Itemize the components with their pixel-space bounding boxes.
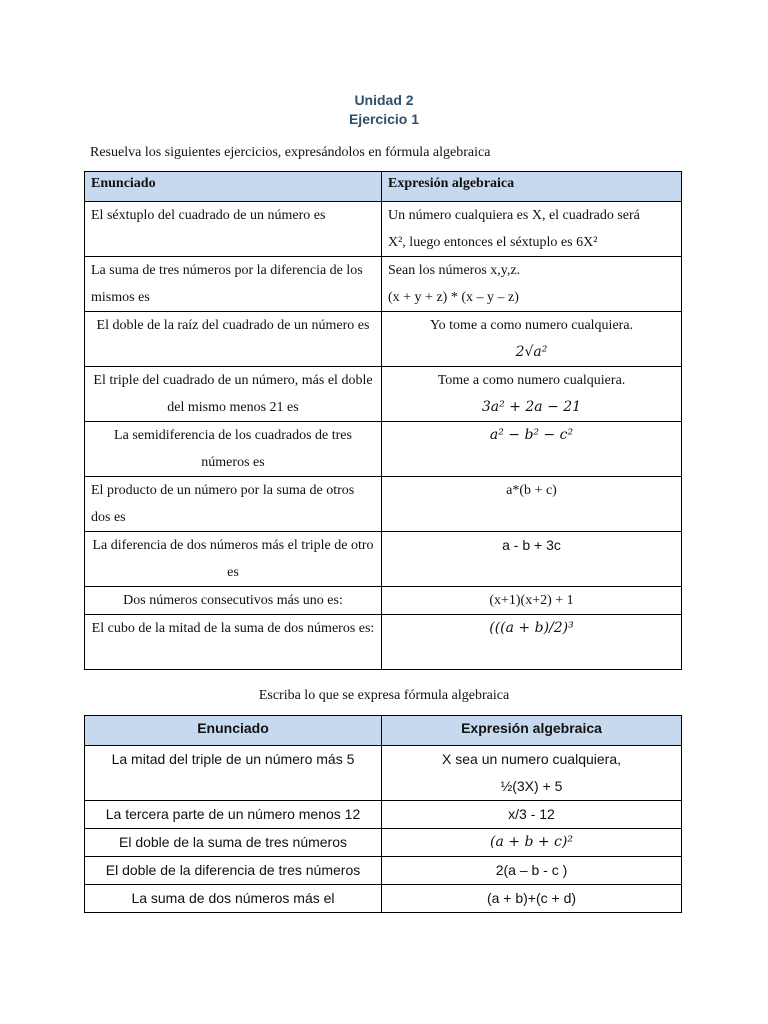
statement-cell: El séxtuplo del cuadrado de un número es <box>85 202 382 257</box>
table-row <box>85 857 682 885</box>
table-row <box>85 885 682 913</box>
section2-instructions: Escriba lo que se expresa fórmula algebraica <box>258 688 510 703</box>
statement-cell: La suma de tres números por la diferencia de los mismos es <box>85 257 382 312</box>
statement-cell: La tercera parte de un número menos 12 <box>85 801 382 829</box>
expression-line-2: 2√a² <box>515 344 548 360</box>
table-row <box>85 532 682 587</box>
column-header-statement: Enunciado <box>85 716 382 746</box>
expression-line-1: Yo tome a como numero cualquiera. <box>429 318 634 333</box>
table-row <box>85 312 682 367</box>
expression-line-1: X sea un numero cualquiera, <box>442 751 621 767</box>
expression-cell <box>382 312 682 367</box>
exercise-table-2 <box>84 715 682 913</box>
table-row <box>85 746 682 801</box>
statement-cell: La diferencia de dos números más el triple de otro es <box>85 532 382 587</box>
expression-line-2: (x + y + z) * (x – y – z) <box>388 290 519 305</box>
statement-cell: La semidiferencia de los cuadrados de tres números es <box>85 422 382 477</box>
expression-line-2: ½(3X) + 5 <box>500 778 563 794</box>
expression-cell: (a + b)+(c + d) <box>382 885 682 913</box>
expression-cell: (a + b + c)² <box>382 829 682 857</box>
column-header-expression: Expresión algebraica <box>382 716 682 746</box>
table-row <box>85 587 682 615</box>
statement-cell: El doble de la suma de tres números <box>85 829 382 857</box>
unit-title: Unidad 2 <box>354 92 414 108</box>
exercise-table-1 <box>84 171 682 670</box>
expression-cell <box>382 202 682 257</box>
table-header-row <box>85 716 682 746</box>
section1-instructions: Resuelva los siguientes ejercicios, expresándolos en fórmula algebraica <box>90 145 491 160</box>
expression-cell: a - b + 3c <box>382 532 682 587</box>
statement-cell: El doble de la raíz del cuadrado de un número es <box>85 312 382 367</box>
expression-cell: a*(b + c) <box>382 477 682 532</box>
expression-cell: a² − b² − c² <box>382 422 682 477</box>
column-header-expression: Expresión algebraica <box>382 172 682 202</box>
statement-cell: El triple del cuadrado de un número, más el doble del mismo menos 21 es <box>85 367 382 422</box>
table-row <box>85 477 682 532</box>
table-row <box>85 422 682 477</box>
statement-cell: El doble de la diferencia de tres números <box>85 857 382 885</box>
expression-cell <box>382 257 682 312</box>
expression-line-1: Un número cualquiera es X, el cuadrado será <box>388 208 640 223</box>
expression-cell <box>382 367 682 422</box>
table-row <box>85 801 682 829</box>
statement-cell: Dos números consecutivos más uno es: <box>85 587 382 615</box>
expression-cell: (((a + b)/2)³ <box>382 615 682 670</box>
statement-cell: La suma de dos números más el <box>85 885 382 913</box>
statement-cell: El producto de un número por la suma de otros dos es <box>85 477 382 532</box>
table-row <box>85 202 682 257</box>
expression-line-2: 3a² + 2a − 21 <box>481 399 582 415</box>
expression-cell: (x+1)(x+2) + 1 <box>382 587 682 615</box>
expression-cell: 2(a – b - c ) <box>382 857 682 885</box>
table-header-row <box>85 172 682 202</box>
expression-line-1: Sean los números x,y,z. <box>388 263 521 278</box>
table-row <box>85 829 682 857</box>
column-header-statement: Enunciado <box>85 172 382 202</box>
expression-cell: x/3 - 12 <box>382 801 682 829</box>
expression-line-2: X², luego entonces el séxtuplo es 6X² <box>388 235 598 250</box>
expression-line-1: Tome a como numero cualquiera. <box>437 373 626 388</box>
statement-cell: La mitad del triple de un número más 5 <box>85 746 382 801</box>
expression-cell <box>382 746 682 801</box>
exercise-title: Ejercicio 1 <box>348 111 420 127</box>
table-row <box>85 615 682 670</box>
table-row <box>85 367 682 422</box>
table-row <box>85 257 682 312</box>
statement-cell: El cubo de la mitad de la suma de dos números es: <box>85 615 382 670</box>
